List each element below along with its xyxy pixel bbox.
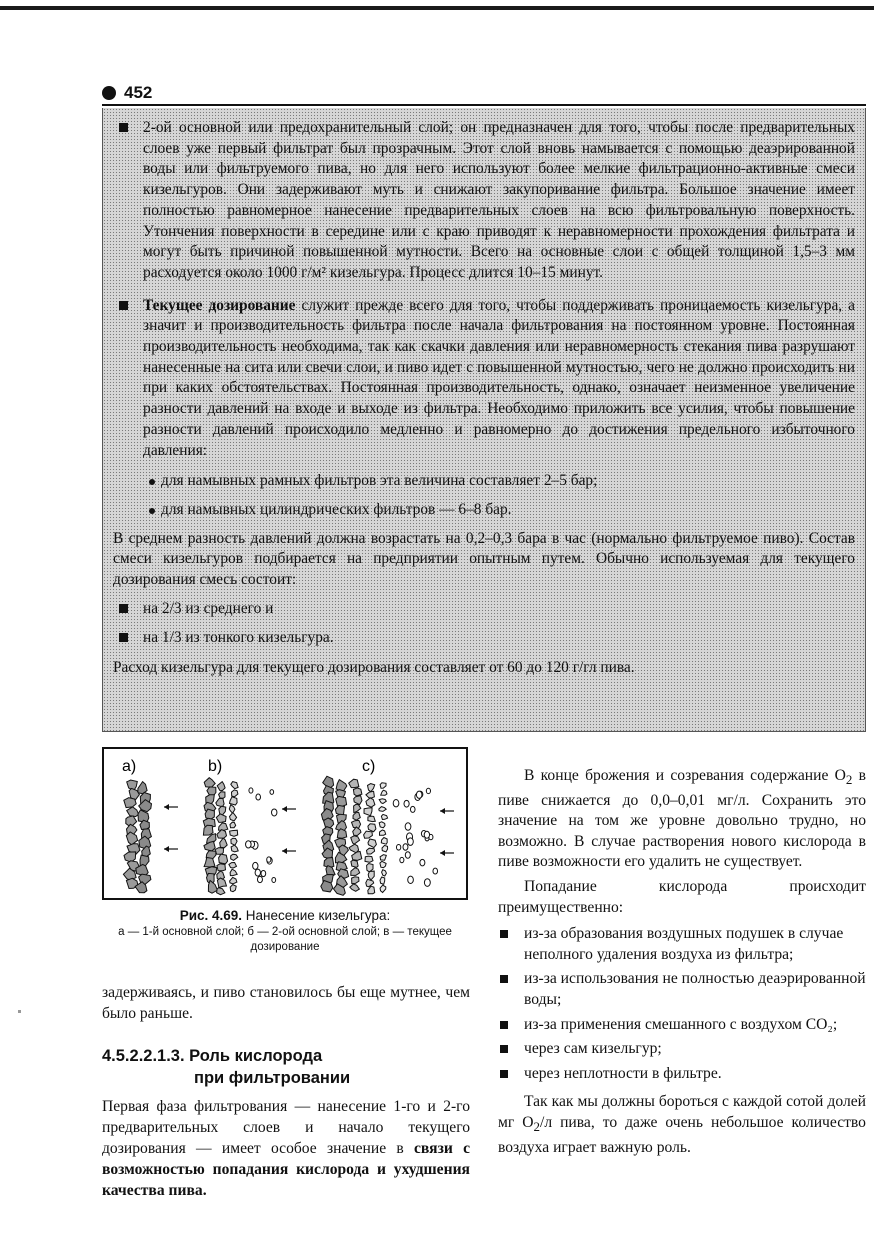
particle xyxy=(381,814,387,819)
left-paragraph-bold: связи с возможностью попадания кислорода и ухудшения качества пива. xyxy=(102,1140,470,1199)
page-number: 452 xyxy=(124,83,153,102)
particle xyxy=(351,860,358,867)
right-p1-part-a: В конце брожения и созревания содержание O xyxy=(524,767,846,784)
particle xyxy=(382,845,388,852)
particle xyxy=(366,879,374,887)
subscript: 2 xyxy=(533,1119,540,1135)
box-average-paragraph: В среднем разность давлений должна возрастать на 0,2–0,3 бара в час (нормально фильтруемое пиво). Состав смеси кизельгуров подбирается на предприятии опытным путем. Обычно используемая для текущего дозирования смесь состоит: xyxy=(113,529,855,589)
arrow-head xyxy=(282,806,287,812)
particle xyxy=(368,784,375,792)
fine-particle xyxy=(255,869,260,876)
particle xyxy=(231,845,238,852)
oxygen-source-text: через неплотности в фильтре. xyxy=(524,1064,722,1082)
right-p1-part-b: в пиве снижается до 0,0–0,01 мг/л. Сохранить это значение на том же уровне довольно трудно, но возможно. В случае растворения нового кислорода в пиве возможности его удалить не существует. xyxy=(498,767,866,871)
particle xyxy=(354,804,361,812)
particle xyxy=(204,778,215,788)
fine-particle xyxy=(261,870,266,876)
particle xyxy=(124,852,136,862)
arrow-head xyxy=(440,850,445,856)
particle xyxy=(127,807,139,817)
figure-label-b: b) xyxy=(208,758,223,775)
particle xyxy=(366,798,375,807)
oxygen-source-item xyxy=(498,924,866,965)
particle xyxy=(368,871,374,880)
particle xyxy=(381,790,387,795)
oxygen-source-text: из-за применения смешанного с воздухом CO₂; xyxy=(524,1015,838,1033)
particle xyxy=(216,799,224,807)
term-current-dosing: Текущее дозирование xyxy=(143,296,296,314)
fine-particle xyxy=(405,823,411,830)
particle xyxy=(230,869,237,875)
particle xyxy=(352,877,359,884)
particle xyxy=(205,809,214,819)
particle xyxy=(230,885,236,892)
particle xyxy=(365,856,373,862)
particle xyxy=(126,832,137,845)
particle xyxy=(351,868,360,876)
oxygen-source-item xyxy=(498,1064,866,1085)
page-header xyxy=(102,84,866,106)
fine-particle xyxy=(408,876,414,883)
shaded-info-box xyxy=(102,108,866,732)
left-continuation: задерживаясь, и пиво становилось бы еще мутнее, чем было раньше. xyxy=(102,984,470,1022)
particle xyxy=(366,791,375,798)
square-bullet-icon xyxy=(119,604,128,613)
particle xyxy=(220,838,228,848)
fine-particle xyxy=(424,831,429,838)
right-p3-part-b: /л пива, то даже очень небольшое количество воздуха играет важную роль. xyxy=(498,1114,866,1156)
particle xyxy=(232,790,238,797)
square-bullet-icon xyxy=(119,123,128,132)
particle xyxy=(217,888,225,895)
caption-title xyxy=(102,907,468,925)
subscript: 2 xyxy=(845,772,853,788)
particle xyxy=(217,864,226,871)
particle xyxy=(367,848,375,854)
particle xyxy=(382,870,387,876)
section-heading xyxy=(102,1045,470,1089)
mix-text: на 1/3 из тонкого кизельгура. xyxy=(143,629,334,647)
particle xyxy=(380,861,386,867)
particle xyxy=(230,830,238,836)
square-bullet-icon xyxy=(500,1070,508,1078)
particle xyxy=(368,816,375,822)
dot-text: для намывных рамных фильтров эта величина составляет 2–5 бар; xyxy=(161,472,598,490)
fine-particle xyxy=(272,809,277,816)
particle xyxy=(219,854,228,864)
particle xyxy=(350,884,360,891)
square-bullet-icon xyxy=(119,301,128,310)
figure-caption xyxy=(102,907,468,955)
particle xyxy=(380,855,386,861)
fine-particle xyxy=(249,788,253,793)
box-bullet-current-dosing xyxy=(113,296,855,462)
fine-particle xyxy=(403,844,408,850)
square-bullet-icon xyxy=(500,930,508,938)
caption-figure-number: Рис. 4.69. xyxy=(179,908,243,923)
particle xyxy=(217,782,225,791)
particle xyxy=(349,779,359,787)
fine-particle xyxy=(416,791,422,798)
particle xyxy=(204,841,215,851)
particle xyxy=(353,812,360,820)
left-paragraph xyxy=(102,1096,470,1201)
caption-title-text: Нанесение кизельгура: xyxy=(242,908,391,923)
fine-particle xyxy=(433,868,438,874)
particle xyxy=(381,838,387,845)
section-heading-line-1: 4.5.2.2.1.3. Роль кислорода xyxy=(102,1047,323,1065)
particle xyxy=(379,822,385,828)
layer-b-illustration xyxy=(203,778,277,895)
top-rule xyxy=(0,6,874,10)
particle xyxy=(379,807,386,812)
oxygen-source-item xyxy=(498,969,866,1010)
fine-particle xyxy=(420,859,425,866)
kieselguhr-illustration xyxy=(104,749,466,898)
dot-text: для намывных цилиндрических фильтров — 6–8 бар. xyxy=(161,500,512,518)
particle xyxy=(368,886,375,894)
left-paragraph-plain: Первая фаза фильтрования — нанесение 1-го и 2-го предварительных слоев и начало текущего дозирования — имеет особое значение в xyxy=(102,1098,470,1157)
particle xyxy=(336,796,347,806)
particle xyxy=(367,864,373,873)
particle xyxy=(138,782,147,794)
particle xyxy=(217,878,226,888)
particle xyxy=(354,796,362,805)
box-bullet-text: 2-ой основной или предохранительный слой; он предназначен для того, чтобы после предварительных слоев уже первый фильтрат был прозрачным. Этот слой вновь намывается с помощью деаэрированной воды или фильтруемого пива, но для него используют более мелкие фильтрационно-активные смеси кизельгуров. Они задерживают муть и снижают закупоривание фильтра. Большое значение имеет полностью равномерное нанесение предварительных слоев на всю фильтровальную поверхность. Утончения поверхности в середине или с краю приводят к неравномерности прохождения фильтрата и могут быть причиной повышенной мутности. Всего на основные слои с общей толщиной 1,5–3 мм расходуется около 1000 г/м² кизельгура. Процесс длится 10–15 минут. xyxy=(143,119,855,281)
box-bullet-protective-layer xyxy=(113,118,855,284)
layer-a-illustration xyxy=(123,780,151,893)
box-consumption-paragraph: Расход кизельгура для текущего дозирования составляет от 60 до 120 г/гл пива. xyxy=(113,659,635,677)
fine-particle xyxy=(404,800,409,807)
fine-particle xyxy=(393,800,399,807)
arrow-head xyxy=(440,808,445,814)
square-bullet-icon xyxy=(500,1045,508,1053)
fine-particle xyxy=(246,841,252,848)
fine-particle xyxy=(272,877,276,882)
dot-bullet-icon xyxy=(149,508,155,514)
particle xyxy=(219,792,225,799)
particle xyxy=(140,855,149,866)
figure-label-a: a) xyxy=(122,758,137,775)
fine-particle xyxy=(410,806,415,812)
fine-particle xyxy=(426,788,430,793)
fine-particle xyxy=(405,852,410,859)
right-paragraph-2: Попадание кислорода происходит преимущественно: xyxy=(498,878,866,916)
fine-particle xyxy=(400,857,404,862)
particle xyxy=(353,788,362,796)
fine-particle xyxy=(267,857,271,862)
fine-particle xyxy=(253,862,258,869)
particle xyxy=(353,827,361,836)
box-mix-fine xyxy=(113,628,855,649)
particle xyxy=(231,782,238,789)
right-paragraph-3 xyxy=(498,1092,866,1158)
particle xyxy=(208,881,217,894)
particle xyxy=(380,877,385,884)
particle xyxy=(216,814,226,823)
particle xyxy=(324,818,334,828)
particle xyxy=(364,831,373,838)
section-heading-line-2: при фильтровании xyxy=(194,1069,351,1087)
box-mix-medium xyxy=(113,599,855,620)
oxygen-source-text: из-за образования воздушных подушек в случае неполного удаления воздуха из фильтра; xyxy=(524,925,844,963)
particle xyxy=(230,822,236,828)
particle xyxy=(368,839,376,848)
square-bullet-icon xyxy=(119,633,128,642)
particle xyxy=(380,830,386,835)
layer-c-illustration xyxy=(321,776,438,895)
particle xyxy=(229,863,237,869)
particle xyxy=(351,836,360,844)
page-marker-icon xyxy=(102,86,116,100)
right-paragraph-1 xyxy=(498,766,866,873)
arrow-head xyxy=(164,846,169,852)
particle xyxy=(380,783,386,788)
box-bullet-text: служит прежде всего для того, чтобы поддерживать проницаемость кизельгура, а значит и производительность фильтра после начала фильтрования на постоянном уровне. Постоянная производительность необходима, так как скачки давления или неравномерность стекания пива разрушают нанесенные на сита или свечи слои, и пиво идет с повышенной мутностью, чего не должно происходить ни при каких обстоятельствах. Постоянная производительность, однако, означает неизменное увеличение разности давлений на входе и выходе из фильтра. Необходимо приложить все усилия, чтобы повышение разности давлений происходило медленно и равномерно до достижения предельного избыточного давления: xyxy=(143,296,855,459)
particle xyxy=(231,854,238,860)
particle xyxy=(217,830,227,839)
oxygen-source-item xyxy=(498,1015,866,1036)
fine-particle xyxy=(270,790,274,795)
box-dot-frame-filters xyxy=(113,471,855,492)
particle xyxy=(230,813,237,821)
oxygen-source-item xyxy=(498,1039,866,1060)
fine-particle xyxy=(257,876,262,882)
figure-4-69 xyxy=(102,747,468,900)
right-p3-part-a: Так как мы должны бороться с каждой сотой долей мг O xyxy=(498,1093,866,1132)
particle xyxy=(231,838,237,845)
fine-particle xyxy=(256,794,261,800)
arrow-head xyxy=(282,848,287,854)
particle xyxy=(352,852,362,861)
oxygen-source-text: из-за использования не полностью деаэрированной воды; xyxy=(524,970,866,1009)
fine-particle xyxy=(396,844,400,850)
fine-particle xyxy=(424,879,430,887)
arrow-head xyxy=(164,804,169,810)
mix-text: на 2/3 из среднего и xyxy=(143,599,274,617)
particle xyxy=(379,799,386,804)
fine-particle xyxy=(408,838,414,845)
square-bullet-icon xyxy=(500,975,508,983)
particle xyxy=(364,808,372,816)
particle xyxy=(219,823,228,830)
oxygen-source-text: через сам кизельгур; xyxy=(524,1040,662,1058)
dot-bullet-icon xyxy=(149,479,155,485)
figure-label-c: c) xyxy=(362,758,376,775)
square-bullet-icon xyxy=(500,1021,508,1029)
particle xyxy=(230,877,237,883)
particle xyxy=(124,798,136,808)
particle xyxy=(229,805,235,814)
right-column xyxy=(498,766,866,1158)
particle xyxy=(230,797,238,805)
particle xyxy=(368,824,376,832)
particle xyxy=(380,885,386,892)
box-dot-cylinder-filters xyxy=(113,500,855,521)
caption-text: а — 1-й основной слой; б — 2-ой основной слой; в — текущее дозирование xyxy=(118,926,452,953)
margin-speck xyxy=(18,1010,21,1013)
particle xyxy=(204,858,215,868)
